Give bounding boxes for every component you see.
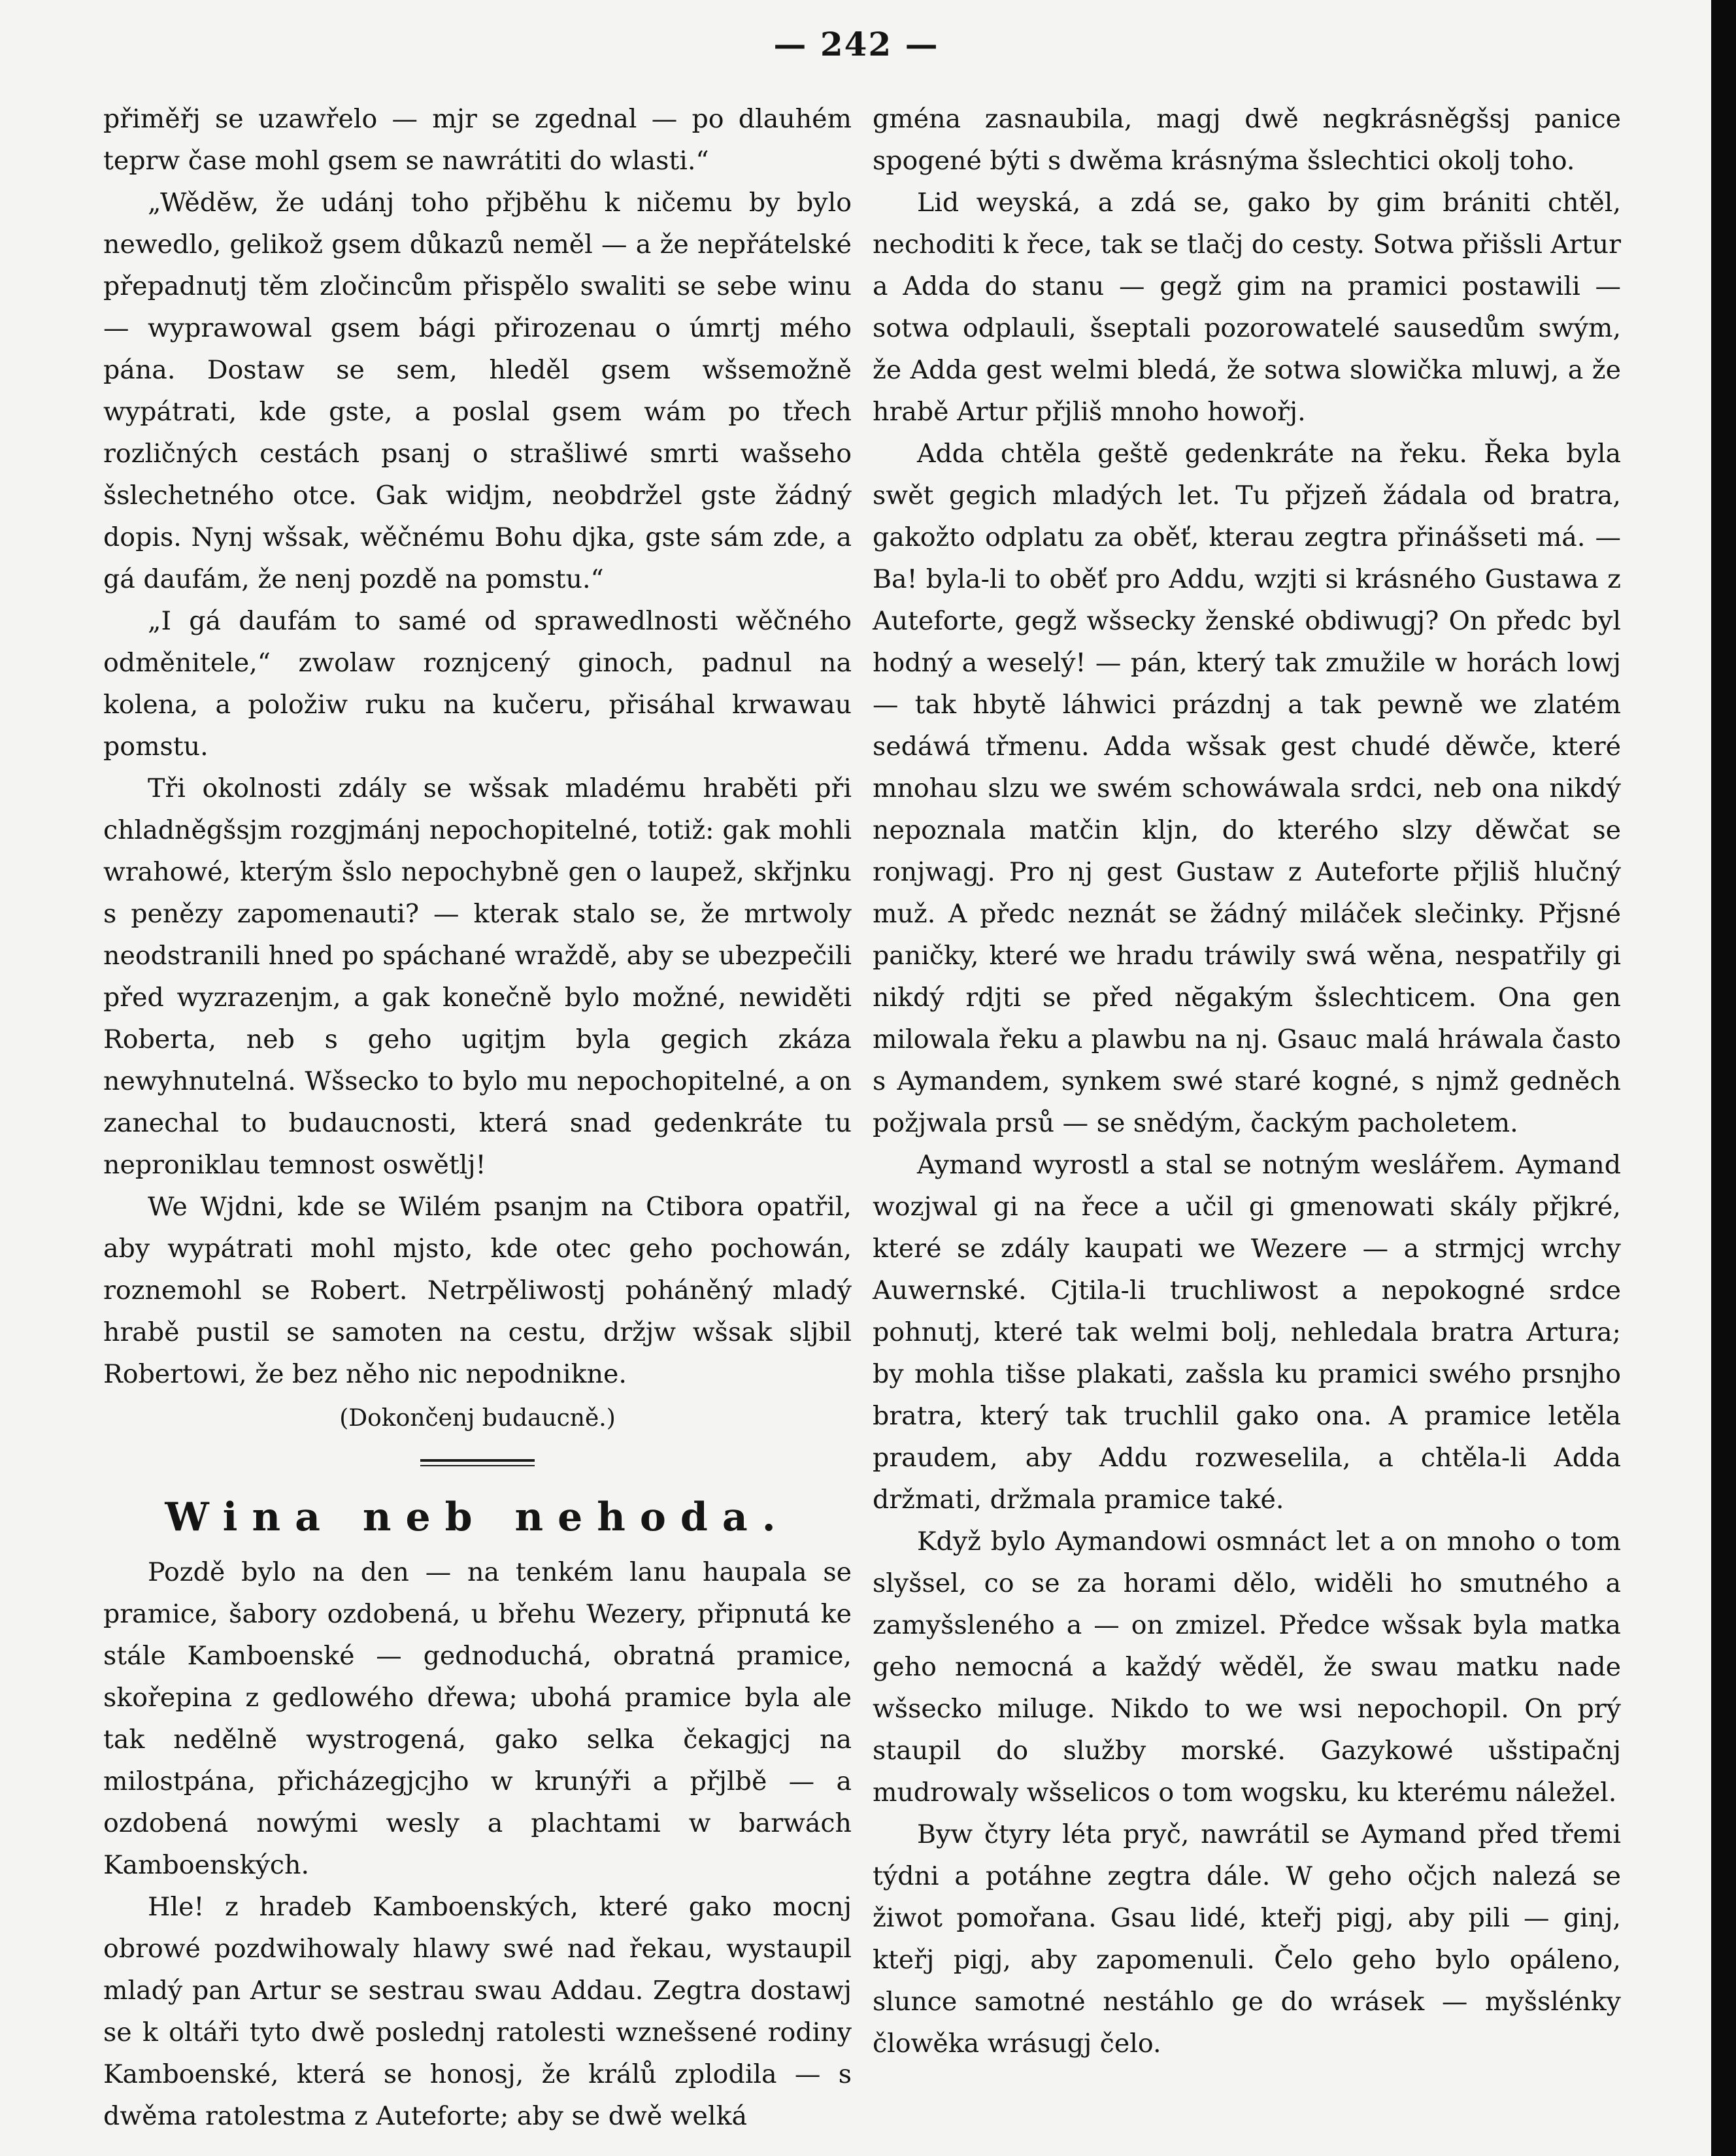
paragraph: Hle! z hradeb Kamboenských, které gako mocnj obrowé pozdwihowaly hlawy swé nad řekau, wystaupil mladý pan Artur se sestrau swau Addau. Zegtra dostawj se k oltáři tyto dwě poslednj ratolesti wznešsené rodiny Kamboenské, která se honosj, že králů zplodila — s dwěma ratolestma z Auteforte; aby se dwě welká [103, 1892, 852, 2131]
section-title: Wina neb nehoda. [165, 1494, 790, 1540]
paragraph: Tři okolnosti zdály se wšsak mladému hraběti při chladněgšsjm rozgjmánj nepochopitelné, totiž: gak mohli wrahowé, kterým šslo nepochybně gen o laupež, skřjnku s penězy zapomenauti? — kterak stalo se, že mrtwoly neodstranili hned po spáchané wraždě, aby se ubezpečili před wyzrazenjm, a gak konečně bylo možné, newiděti Roberta, neb s geho ugitjm byla gegich zkáza newyhnutelná. Wšsecko to bylo mu nepochopitelné, a on zanechal to budaucnosti, která snad gedenkráte tu neproniklau temnost oswětlj! [103, 773, 852, 1180]
scan-edge [1711, 0, 1736, 2156]
section-divider [420, 1459, 535, 1466]
paragraph: Aymand wyrostl a stal se notným weslářem. Aymand wozjwal gi na řece a učil gi gmenowati skály přjkré, které se zdály kaupati we Wezere — a strmjcj wrchy Auwernské. Cjtila-li truchliwost a nepokogné srdce pohnutj, které tak welmi bolj, nehledala bratra Artura; by mohla tišse plakati, zašsla ku pramici swého prsnjho bratra, který tak truchlil gako ona. A pramice letěla praudem, aby Addu rozweselila, a chtěla-li Adda držmati, držmala pramice také. [873, 1150, 1621, 1515]
page-number: — 242 — [773, 25, 939, 63]
paragraph: gména zasnaubila, magj dwě negkrásněgšsj panice spogené býti s dwěma krásnýma šslechtici okolj toho. [873, 104, 1621, 176]
paragraph: Byw čtyry léta pryč, nawrátil se Aymand před třemi týdni a potáhne zegtra dále. W geho očjch nalezá se žiwot pomořana. Gsau lidé, kteřj pigj, aby pili — ginj, kteřj pigj, aby zapomenuli. Čelo geho bylo opáleno, slunce samotné nestáhlo ge do wrásek — myšslénky člowěka wrásugj čelo. [873, 1819, 1621, 2059]
continued-note: (Dokončenj budaucně.) [339, 1405, 616, 1432]
paragraph: Adda chtěla geště gedenkráte na řeku. Řeka byla swět gegich mladých let. Tu přjzeň žádala od bratra, gakožto odplatu za oběť, kterau zegtra přinášseti má. — Ba! byla-li to oběť pro Addu, wzjti si krásného Gustawa z Auteforte, gegž wšsecky ženské obdiwugj? On předc byl hodný a weselý! — pán, který tak zmužile w horách lowj — tak hbytě láhwici prázdnj a tak pewně we zlatém sedáwá třmenu. Adda wšsak gest chudé děwče, které mnohau slzu we swém schowáwala srdci, neb ona nikdý nepoznala matčin kljn, do kterého slzy děwčat se ronjwagj. Pro nj gest Gustaw z Auteforte přjliš hlučný muž. A předc neznát se žádný miláček slečinky. Přjsné paničky, které we hradu tráwily swá wěna, nespatřily gi nikdý rdjti se před nĕgakým šslechticem. Ona gen milowala řeku a plawbu na nj. Gsauc malá hráwala často s Aymandem, synkem swé staré kogné, s njmž gedněch požjwala prsů — se snědým, čackým pacholetem. [873, 439, 1621, 1138]
paragraph: We Wjdni, kde se Wilém psanjm na Ctibora opatřil, aby wypátrati mohl mjsto, kde otec geho pochowán, roznemohl se Robert. Netrpěliwostj poháněný mladý hrabě pustil se samoten na cestu, držjw wšsak sljbil Robertowi, že bez něho nic nepodnikne. [103, 1192, 852, 1389]
paragraph: přiměřj se uzawřelo — mjr se zgednal — po dlauhém teprw čase mohl gsem se nawrátiti do wlasti.“ [103, 104, 852, 176]
paragraph: „Wědĕw, že udánj toho přjběhu k ničemu by bylo newedlo, gelikož gsem důkazů neměl — a že nepřátelské přepadnutj těm zločincům přispělo swaliti se sebe winu — wyprawowal gsem bági přirozenau o úmrtj mého pána. Dostaw se sem, hleděl gsem wšsemožně wypátrati, kde gste, a poslal gsem wám po třech rozličných cestách psanj o strašliwé smrti wašseho šslechetného otce. Gak widjm, neobdržel gste žádný dopis. Nynj wšsak, wěčnému Bohu djka, gste sám zde, a gá daufám, že nenj pozdě na pomstu.“ [103, 188, 852, 594]
paragraph: Lid weyská, a zdá se, gako by gim brániti chtěl, nechoditi k řece, tak se tlačj do cesty. Sotwa přišsli Artur a Adda do stanu — gegž gim na pramici postawili — sotwa odplauli, šseptali pozorowatelé sausedům swým, že Adda gest welmi bledá, že sotwa slowička mluwj, a že hrabě Artur přjliš mnoho howořj. [873, 188, 1621, 427]
paragraph: Pozdě bylo na den — na tenkém lanu haupala se pramice, šabory ozdobená, u břehu Wezery, připnutá ke stále Kamboenské — gednoduchá, obratná pramice, skořepina z gedlowého dřewa; ubohá pramice byla ale tak nedělně wystrogená, gako selka čekagjcj na milostpána, přicházegjcjho w krunýři a přjlbě — a ozdobená nowými wesly a plachtami w barwách Kamboenských. [103, 1557, 852, 1880]
right-column [873, 98, 1621, 2064]
paragraph: „I gá daufám to samé od sprawedlnosti wěčného odměnitele,“ zwolaw roznjcený ginoch, padnul na kolena, a položiw ruku na kučeru, přisáhal krwawau pomstu. [103, 606, 852, 762]
left-column [103, 98, 852, 2137]
paragraph: Když bylo Aymandowi osmnáct let a on mnoho o tom slyšsel, co se za horami dělo, widěli ho smutného a zamyšsleného a — on zmizel. Předce wšsak byla matka geho nemocná a každý wěděl, že swau matku nade wšsecko miluge. Nikdo to we wsi nepochopil. On prý staupil do služby morské. Gazykowé ušstipačnj mudrowaly wšselicos o tom wogsku, ku kterému náležel. [873, 1526, 1621, 1808]
